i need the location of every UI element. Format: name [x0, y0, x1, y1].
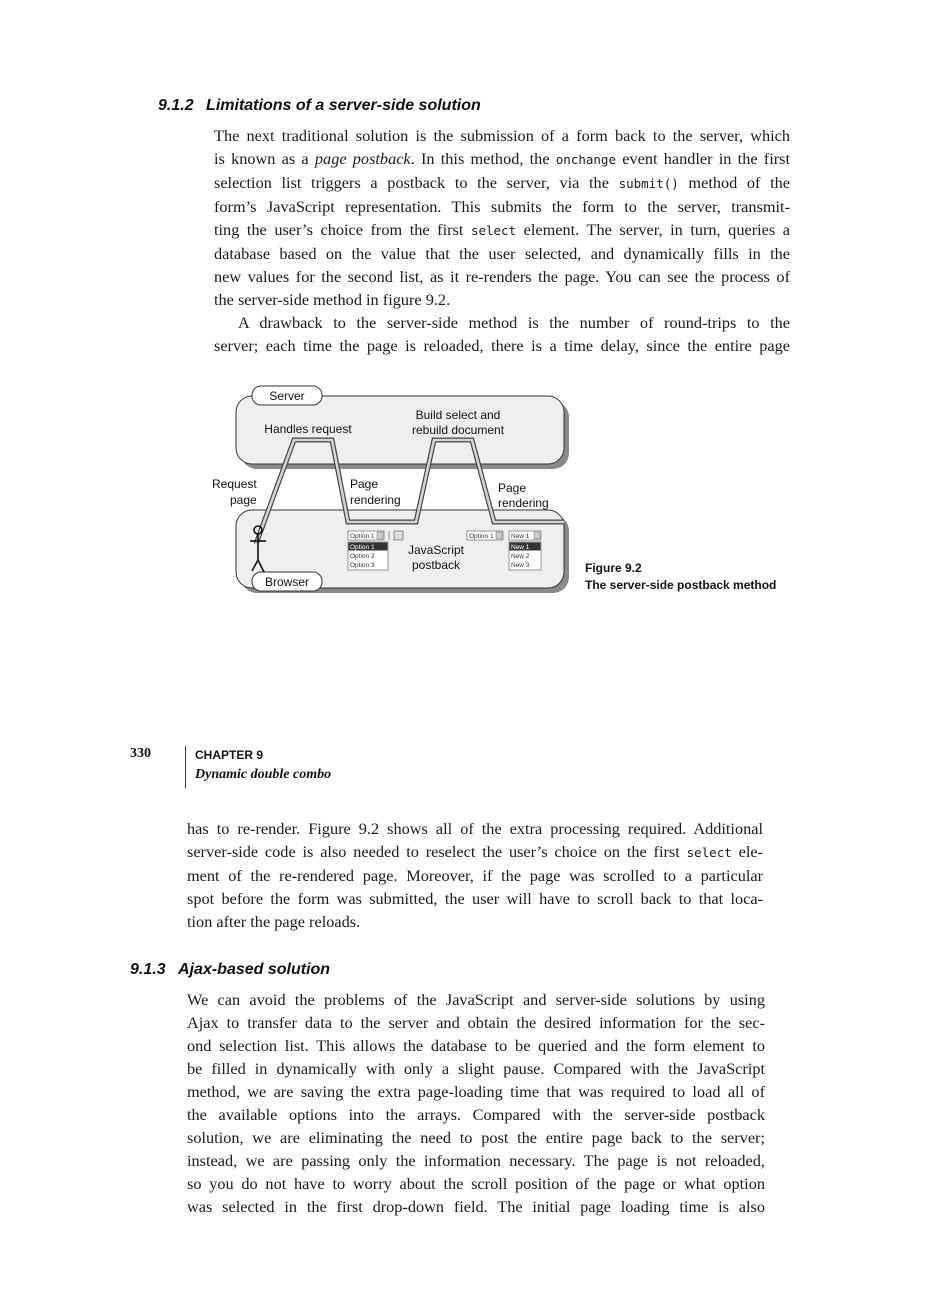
paragraph-line: ond selection list. This allows the database to be queried and the form element to — [187, 1036, 765, 1055]
javascript-postback-label-2: postback — [411, 558, 461, 572]
paragraph-line: method, we are saving the extra page-loading time that was required to load all of — [187, 1082, 765, 1101]
paragraph-line: is known as a page postback. In this method, the onchange event handler in the first — [214, 149, 791, 168]
left-empty-select-arrow-icon — [394, 531, 403, 540]
page-rendering-2-label-a: Page — [498, 481, 527, 495]
section-number: 9.1.2 — [158, 97, 194, 114]
build-select-label-1: Build select and — [415, 408, 501, 422]
code-submit: submit() — [618, 176, 679, 191]
request-page-label-2: page — [230, 493, 257, 507]
right-select-arrow-icon-2 — [534, 532, 540, 539]
chapter-title: Dynamic double combo — [195, 767, 332, 782]
paragraph-line: the server-side method in figure 9.2. — [214, 290, 451, 309]
paragraph-line: A drawback to the server-side method is the number of round-trips to the — [238, 313, 790, 332]
left-option-3: Option 3 — [350, 562, 375, 569]
section-title: Ajax-based solution — [178, 961, 331, 978]
paragraph-line: the available options into the arrays. Compared with the server-side postback — [187, 1105, 765, 1124]
section-9-1-2-body — [214, 124, 790, 357]
paragraph-line: server-side code is also needed to reselect the user’s choice on the first select ele- — [187, 842, 763, 861]
handles-request-label: Handles request — [264, 422, 352, 436]
right-select-value-2: New 1 — [511, 533, 530, 540]
paragraph-line: ment of the re-rendered page. Moreover, if the page was scrolled to a particular — [187, 866, 763, 885]
paragraph-line: We can avoid the problems of the JavaScript and server-side solutions by using — [187, 990, 765, 1009]
paragraph-line: new values for the second list, as it re-renders the page. You can see the process of — [214, 267, 790, 286]
figure-caption-text: The server-side postback method — [585, 578, 777, 592]
server-label: Server — [269, 389, 305, 403]
section-title: Limitations of a server-side solution — [206, 97, 481, 114]
figure-server-postback-diagram — [212, 384, 572, 596]
left-option-2: Option 2 — [350, 553, 375, 560]
right-select-value-1: Option 1 — [469, 533, 494, 540]
page-rendering-2-label-b: rendering — [498, 496, 549, 510]
page-rendering-1-label-a: Page — [350, 477, 379, 491]
code-select: select — [686, 845, 732, 860]
right-option-1: New 1 — [511, 544, 530, 551]
javascript-postback-label-1: JavaScript — [407, 543, 465, 557]
chapter-label: CHAPTER 9 — [195, 748, 264, 762]
paragraph-line: instead, we are passing only the information necessary. The page is not reloaded, — [187, 1151, 765, 1170]
paragraph-line: selection list triggers a postback to the server, via the submit() method of the — [214, 173, 790, 192]
browser-label: Browser — [264, 575, 310, 589]
figure-caption — [585, 560, 776, 594]
paragraph-line: so you do not have to worry about the scroll position of the page or what option — [187, 1174, 765, 1193]
page-rendering-1-label-b: rendering — [350, 493, 401, 507]
left-select-value: Option 1 — [350, 533, 375, 540]
paragraph-line: server; each time the page is reloaded, there is a time delay, since the entire page — [214, 336, 790, 355]
footer-divider — [185, 746, 186, 788]
paragraph-line: has to re-render. Figure 9.2 shows all of the extra processing required. Additional — [187, 819, 763, 838]
section-number: 9.1.3 — [130, 961, 166, 978]
page-number: 330 — [130, 746, 151, 761]
paragraph-line: ting the user’s choice from the first select element. The server, in turn, queries a — [214, 220, 790, 239]
paragraph-line: form’s JavaScript representation. This submits the form to the server, transmit- — [214, 197, 790, 216]
paragraph-line: be filled in dynamically with only a slight pause. Compared with the JavaScript — [187, 1059, 765, 1078]
paragraph-line: Ajax to transfer data to the server and obtain the desired information for the sec- — [187, 1013, 765, 1032]
right-option-2: New 2 — [511, 553, 530, 560]
page-footer — [130, 746, 530, 790]
right-select-arrow-icon-1 — [496, 532, 502, 539]
figure-caption-label: Figure 9.2 — [585, 561, 642, 575]
paragraph-line: spot before the form was submitted, the user will have to scroll back to that loca- — [187, 889, 763, 908]
paragraph-line: tion after the page reloads. — [187, 912, 361, 931]
paragraph-line: was selected in the first drop-down field. The initial page loading time is also — [187, 1197, 765, 1216]
section-heading-9-1-3 — [130, 961, 330, 979]
continuation-paragraph — [187, 817, 763, 933]
section-heading-9-1-2 — [158, 97, 481, 115]
code-onchange: onchange — [555, 152, 616, 167]
left-select-arrow-icon — [377, 532, 383, 539]
left-option-1: Option 1 — [350, 544, 375, 551]
right-option-3: New 3 — [511, 562, 530, 569]
section-9-1-3-body — [187, 988, 765, 1218]
build-select-label-2: rebuild document — [411, 423, 505, 437]
paragraph-line: solution, we are eliminating the need to post the entire page back to the server; — [187, 1128, 765, 1147]
request-page-label-1: Request — [212, 477, 257, 491]
paragraph-line: The next traditional solution is the submission of a form back to the server, which — [214, 126, 790, 145]
paragraph-line: database based on the value that the user selected, and dynamically fills in the — [214, 244, 790, 263]
code-select: select — [470, 223, 517, 238]
term-page-postback: page postback — [314, 149, 411, 168]
